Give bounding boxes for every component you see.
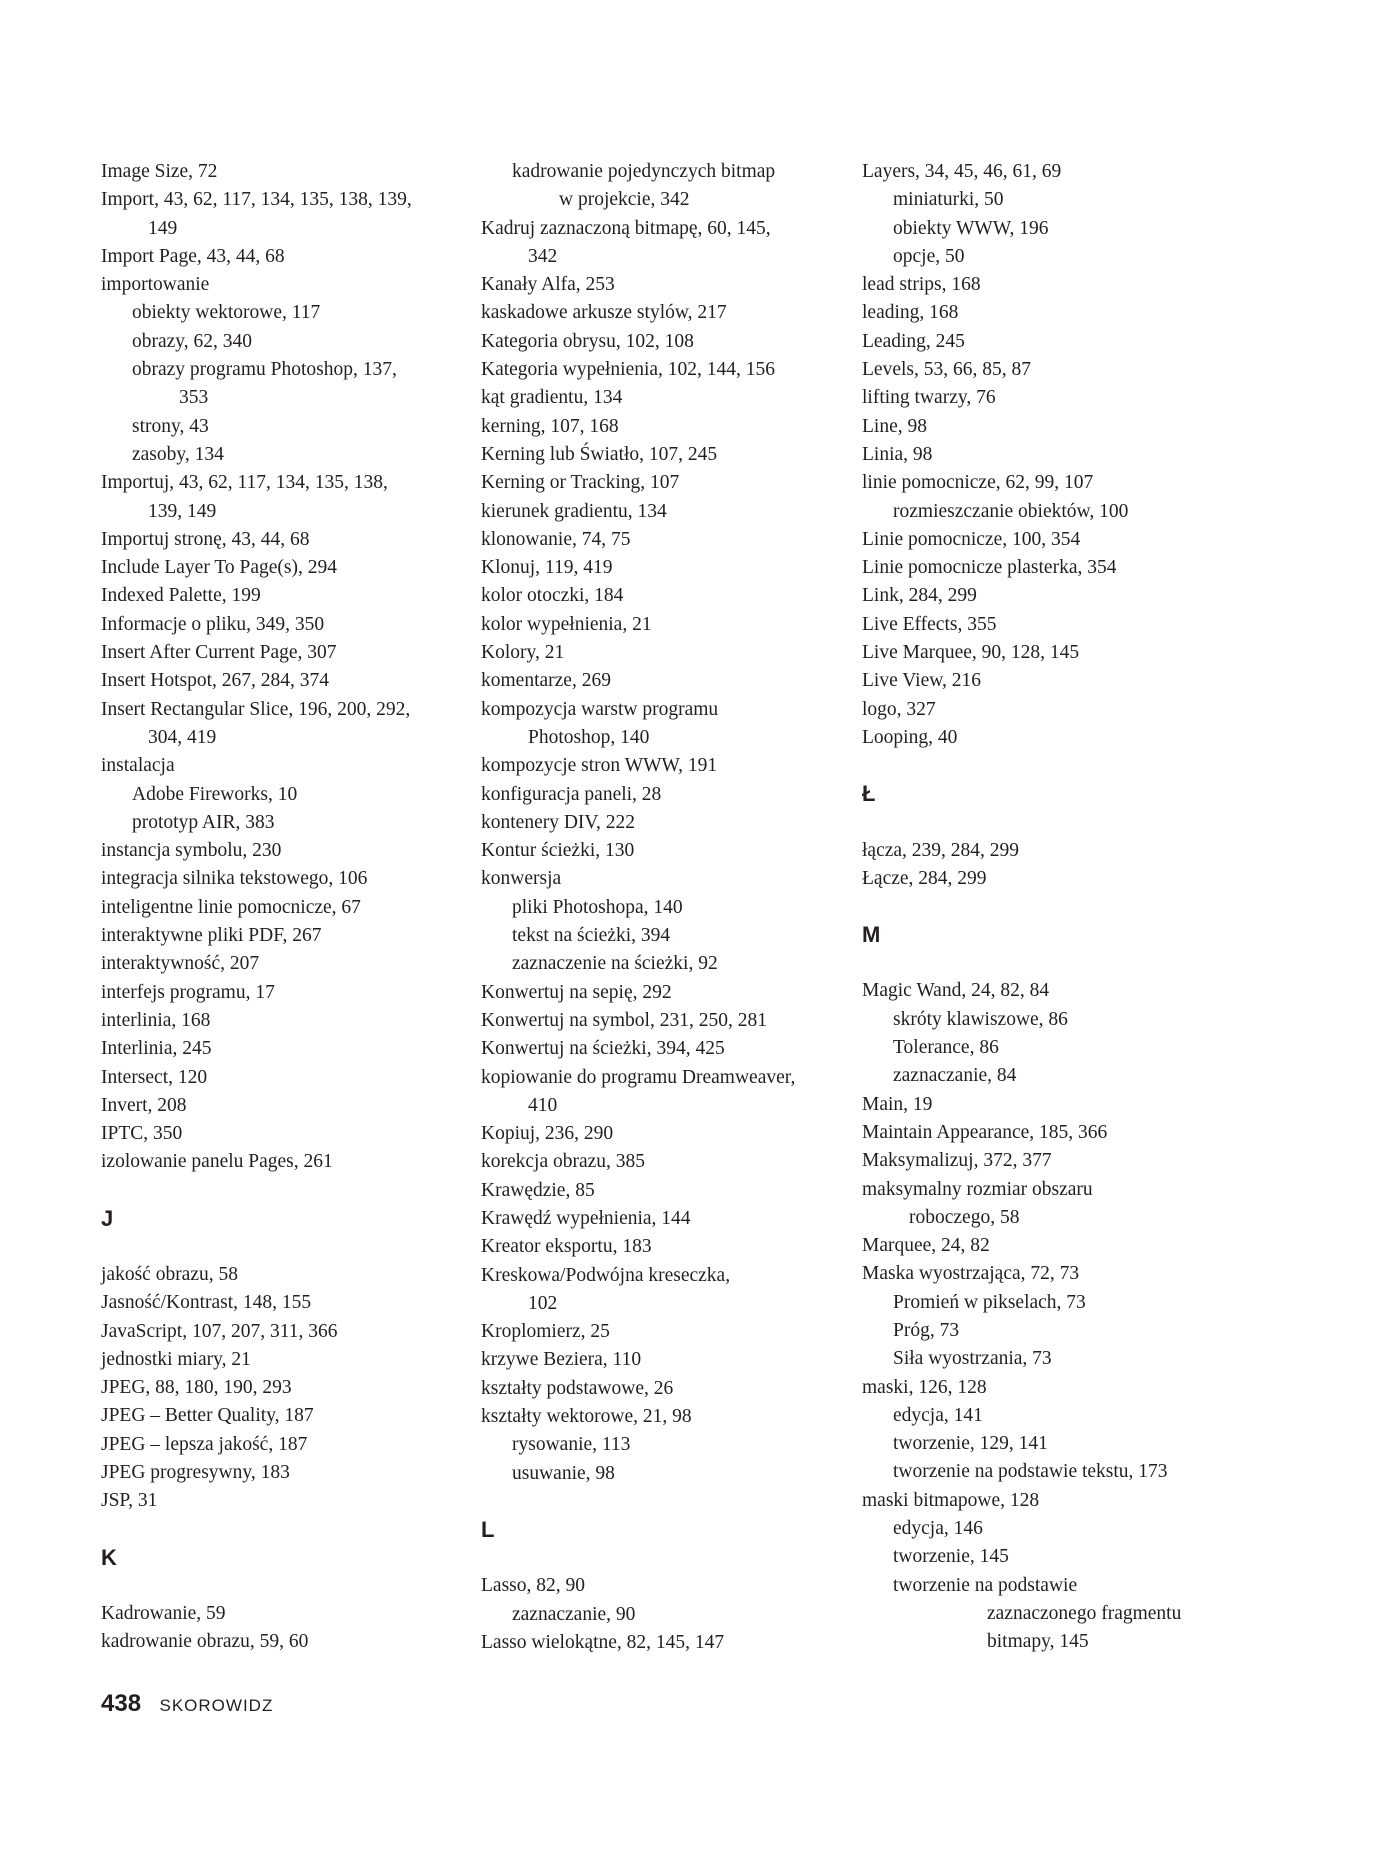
index-entry: Kanały Alfa, 253 [481,274,615,296]
index-entry-continuation: 149 [148,217,178,239]
index-subentry: prototyp AIR, 383 [132,811,275,833]
index-entry: Leading, 245 [862,330,965,352]
index-entry: Levels, 53, 66, 85, 87 [862,359,1031,381]
index-entry: krzywe Beziera, 110 [481,1349,642,1371]
index-entry: Linie pomocnicze, 100, 354 [862,528,1081,550]
index-entry: Line, 98 [862,415,927,437]
index-entry: kompozycja warstw programu [481,698,719,720]
index-subentry: obiekty wektorowe, 117 [132,302,321,324]
index-entry: kierunek gradientu, 134 [481,500,667,522]
index-entry: JSP, 31 [101,1490,158,1512]
index-entry: Image Size, 72 [101,161,218,182]
index-column-1 [101,158,466,1657]
index-entry: Krawędź wypełnienia, 144 [481,1207,691,1229]
index-entry-continuation: roboczego, 58 [909,1206,1020,1228]
index-subentry: zaznaczanie, 90 [512,1603,636,1625]
index-entry: kształty wektorowe, 21, 98 [481,1406,692,1428]
index-subentry: obrazy programu Photoshop, 137, [132,359,397,381]
index-entry: Intersect, 120 [101,1066,208,1088]
index-entry: linie pomocnicze, 62, 99, 107 [862,472,1094,494]
index-entry: JPEG – Better Quality, 187 [101,1405,314,1427]
index-entry: lead strips, 168 [862,274,981,296]
index-section-letter: Ł [862,781,876,807]
index-subentry: tworzenie, 145 [893,1546,1009,1568]
index-subentry: edycja, 146 [893,1518,983,1540]
index-subentry: tworzenie na podstawie [893,1574,1078,1596]
index-subentry: Tolerance, 86 [893,1037,999,1059]
index-entry: Kategoria obrysu, 102, 108 [481,330,694,352]
index-entry: Insert After Current Page, 307 [101,642,337,664]
index-entry: Maintain Appearance, 185, 366 [862,1121,1108,1143]
index-entry: Link, 284, 299 [862,585,977,607]
index-entry: klonowanie, 74, 75 [481,528,631,550]
index-subentry: strony, 43 [132,415,209,437]
index-entry: Marquee, 24, 82 [862,1235,990,1257]
index-entry: Krawędzie, 85 [481,1179,595,1201]
index-entry: interaktywność, 207 [101,953,260,975]
index-entry: JPEG progresywny, 183 [101,1462,290,1484]
index-entry: interfejs programu, 17 [101,981,275,1003]
index-section-letter: L [481,1516,495,1542]
index-entry: Kerning or Tracking, 107 [481,472,680,494]
index-subentry: pliki Photoshopa, 140 [512,896,683,918]
index-entry-continuation: 410 [528,1094,558,1116]
index-entry: kaskadowe arkusze stylów, 217 [481,302,727,324]
index-entry: instalacja [101,755,175,777]
index-entry: Interlinia, 245 [101,1038,212,1060]
index-entry: Kerning lub Światło, 107, 245 [481,443,718,465]
index-entry-continuation: 342 [528,245,558,267]
index-entry: interaktywne pliki PDF, 267 [101,925,322,947]
index-entry: kadrowanie obrazu, 59, 60 [101,1631,309,1653]
index-entry: Insert Rectangular Slice, 196, 200, 292, [101,698,411,720]
index-entry: Kolory, 21 [481,642,565,664]
index-subentry: Promień w pikselach, 73 [893,1291,1086,1313]
index-entry: JavaScript, 107, 207, 311, 366 [101,1320,338,1342]
index-entry-continuation: Photoshop, 140 [528,726,650,748]
index-entry: maski bitmapowe, 128 [862,1489,1040,1511]
index-entry: kompozycje stron WWW, 191 [481,755,718,777]
index-entry: Maksymalizuj, 372, 377 [862,1150,1052,1172]
index-section-letter: J [101,1205,114,1231]
index-entry: jednostki miary, 21 [101,1348,251,1370]
index-entry: Kreskowa/Podwójna kreseczka, [481,1264,731,1286]
index-entry: Insert Hotspot, 267, 284, 374 [101,670,330,692]
index-subentry: zaznaczanie, 84 [893,1065,1017,1087]
index-entry: Lasso wielokątne, 82, 145, 147 [481,1631,725,1653]
index-entry: Looping, 40 [862,726,958,748]
index-entry: komentarze, 269 [481,670,611,692]
index-entry: Kopiuj, 236, 290 [481,1123,614,1145]
index-entry: Import, 43, 62, 117, 134, 135, 138, 139, [101,189,412,211]
index-entry-continuation: 102 [528,1292,558,1314]
index-entry-continuation: 139, 149 [148,500,217,522]
index-section-letter: M [862,922,881,948]
index-entry: lifting twarzy, 76 [862,387,996,409]
index-entry: izolowanie panelu Pages, 261 [101,1151,333,1173]
index-entry: Indexed Palette, 199 [101,585,261,607]
index-entry: logo, 327 [862,698,936,720]
index-subentry: Siła wyostrzania, 73 [893,1348,1052,1370]
index-entry: Lasso, 82, 90 [481,1575,585,1597]
index-entry: Linie pomocnicze plasterka, 354 [862,557,1117,579]
index-entry: JPEG – lepsza jakość, 187 [101,1433,308,1455]
index-entry: Importuj stronę, 43, 44, 68 [101,528,310,550]
index-subentry: skróty klawiszowe, 86 [893,1008,1068,1030]
index-entry: kopiowanie do programu Dreamweaver, [481,1066,796,1088]
index-entry: IPTC, 350 [101,1123,183,1145]
section-title: SKOROWIDZ [159,1696,274,1715]
index-subentry: usuwanie, 98 [512,1462,615,1484]
index-subentry: rysowanie, 113 [512,1434,631,1456]
index-subentry: tworzenie, 129, 141 [893,1433,1048,1455]
page-footer [101,1690,273,1718]
index-entry: Layers, 34, 45, 46, 61, 69 [862,161,1062,182]
index-subentry: tworzenie na podstawie tekstu, 173 [893,1461,1168,1483]
index-entry: Import Page, 43, 44, 68 [101,245,285,267]
index-entry: Linia, 98 [862,443,933,465]
index-entry: Konwertuj na symbol, 231, 250, 281 [481,1009,767,1031]
index-entry: konfiguracja paneli, 28 [481,783,662,805]
index-subentry: obrazy, 62, 340 [132,330,253,352]
index-entry: kolor wypełnienia, 21 [481,613,652,635]
index-entry-continuation: 304, 419 [148,726,217,748]
index-entry: leading, 168 [862,302,959,324]
index-entry: JPEG, 88, 180, 190, 293 [101,1377,292,1399]
index-entry: Include Layer To Page(s), 294 [101,557,337,579]
index-entry: maksymalny rozmiar obszaru [862,1178,1093,1200]
index-entry: inteligentne linie pomocnicze, 67 [101,896,361,918]
index-entry: łącza, 239, 284, 299 [862,839,1020,861]
index-entry: Magic Wand, 24, 82, 84 [862,980,1050,1002]
index-entry: Kategoria wypełnienia, 102, 144, 156 [481,359,776,381]
index-entry: Live View, 216 [862,670,982,692]
index-entry-continuation: 353 [179,387,209,409]
index-entry: importowanie [101,274,210,296]
index-entry: Kontur ścieżki, 130 [481,840,635,862]
index-entry: Live Effects, 355 [862,613,997,635]
index-entry: kąt gradientu, 134 [481,387,623,409]
index-entry: Live Marquee, 90, 128, 145 [862,642,1080,664]
index-entry: interlinia, 168 [101,1009,211,1031]
index-entry: instancja symbolu, 230 [101,840,282,862]
index-subentry: edycja, 141 [893,1404,983,1426]
index-entry: kolor otoczki, 184 [481,585,624,607]
index-entry: jakość obrazu, 58 [101,1263,238,1285]
index-entry: Importuj, 43, 62, 117, 134, 135, 138, [101,472,388,494]
index-subentry: rozmieszczanie obiektów, 100 [893,500,1129,522]
index-subentry: zasoby, 134 [132,443,224,465]
index-subentry: Adobe Fireworks, 10 [132,783,298,805]
index-entry: Konwertuj na ścieżki, 394, 425 [481,1038,725,1060]
index-entry: Klonuj, 119, 419 [481,557,613,579]
index-subentry: opcje, 50 [893,245,965,267]
index-subentry: miniaturki, 50 [893,189,1004,211]
index-entry: Kadruj zaznaczoną bitmapę, 60, 145, [481,217,771,239]
index-entry: Jasność/Kontrast, 148, 155 [101,1292,312,1314]
index-entry: Main, 19 [862,1093,933,1115]
index-entry: Konwertuj na sepię, 292 [481,981,672,1003]
index-entry: maski, 126, 128 [862,1376,987,1398]
index-subentry: Próg, 73 [893,1319,960,1341]
index-subentry: obiekty WWW, 196 [893,217,1049,239]
index-entry-continuation: w projekcie, 342 [559,189,690,211]
index-entry: Łącze, 284, 299 [862,867,987,889]
index-entry: konwersja [481,868,562,890]
index-subentry: zaznaczenie na ścieżki, 92 [512,953,718,975]
index-entry: Maska wyostrzająca, 72, 73 [862,1263,1080,1285]
index-column-2 [481,158,846,1657]
index-entry: Kadrowanie, 59 [101,1602,226,1624]
index-column-3 [862,158,1242,1657]
index-entry-continuation: zaznaczonego fragmentu [987,1602,1182,1624]
index-subentry: tekst na ścieżki, 394 [512,925,671,947]
page-number: 438 [101,1690,142,1717]
index-entry: Kroplomierz, 25 [481,1321,610,1343]
index-entry: korekcja obrazu, 385 [481,1151,646,1173]
index-entry: kształty podstawowe, 26 [481,1377,674,1399]
index-entry: Informacje o pliku, 349, 350 [101,613,325,635]
index-entry: kontenery DIV, 222 [481,811,635,833]
index-subentry: kadrowanie pojedynczych bitmap [512,161,776,182]
index-entry: Invert, 208 [101,1094,187,1116]
index-section-letter: K [101,1544,117,1570]
index-entry-continuation: bitmapy, 145 [987,1631,1089,1653]
index-entry: integracja silnika tekstowego, 106 [101,868,368,890]
index-entry: kerning, 107, 168 [481,415,619,437]
index-entry: Kreator eksportu, 183 [481,1236,652,1258]
